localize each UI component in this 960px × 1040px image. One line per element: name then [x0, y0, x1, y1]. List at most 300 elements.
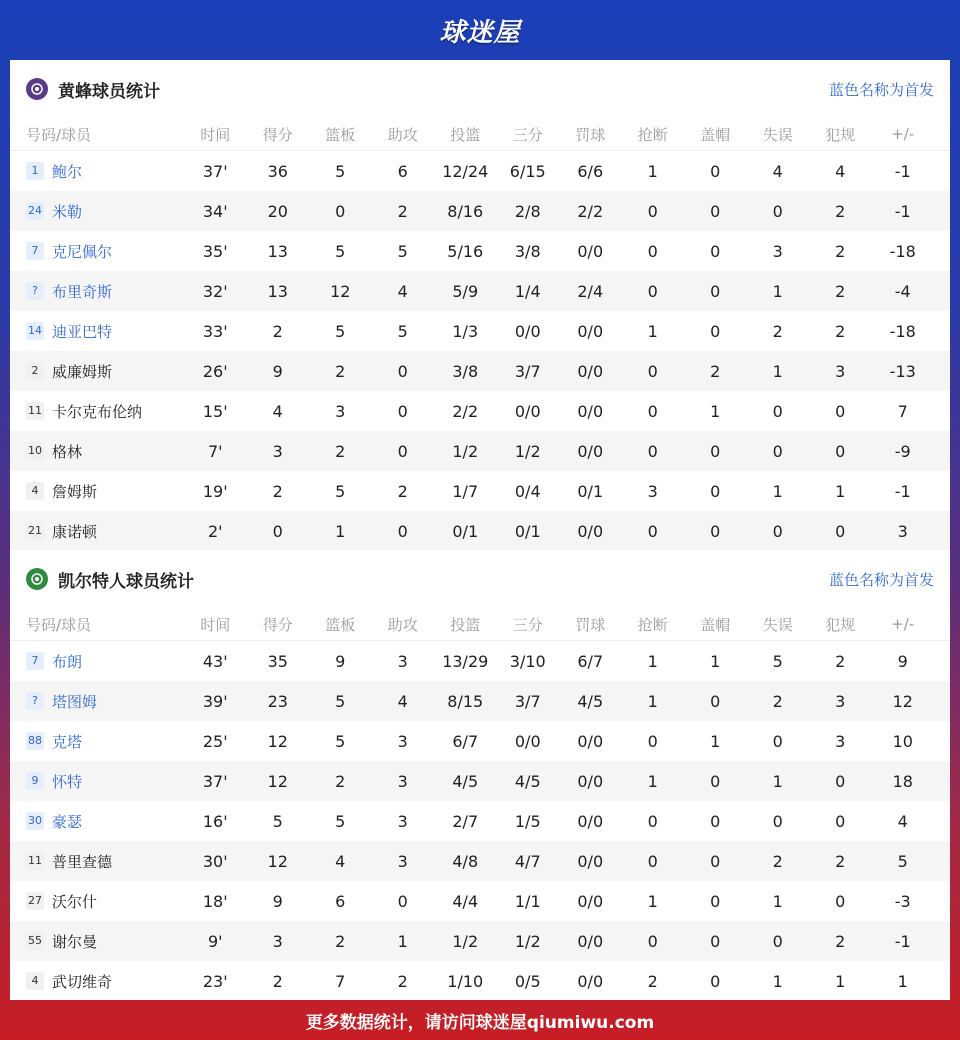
stat-cell: 4 [397, 691, 408, 711]
stat-cell: 2 [835, 201, 846, 221]
column-header: 失误 [762, 615, 793, 634]
jersey-number: 24 [26, 202, 44, 220]
player-row[interactable] [10, 431, 950, 471]
jersey-number: 9 [26, 772, 44, 790]
stat-cell: 2/2 [577, 201, 604, 221]
player-name[interactable]: 武切维奇 [52, 972, 113, 991]
player-row[interactable] [10, 681, 950, 721]
team-header [10, 60, 950, 118]
player-name[interactable]: 布里奇斯 [52, 282, 113, 301]
player-cell [10, 521, 184, 542]
stat-cell: 0 [835, 441, 846, 461]
stat-cell: 5/16 [447, 241, 484, 261]
stat-cell: 9 [272, 361, 283, 381]
stat-cell: 6/7 [577, 651, 604, 671]
team-title: 凯尔特人球员统计 [58, 571, 194, 592]
player-cell [10, 731, 184, 752]
stat-cell: 0 [710, 161, 721, 181]
stat-cell: 0 [710, 891, 721, 911]
stat-cell: 1 [710, 401, 721, 421]
stat-cell: 37' [202, 771, 228, 791]
column-header: 篮板 [325, 615, 356, 634]
stat-cell: 2 [835, 241, 846, 261]
stats-table-header [10, 118, 950, 151]
stat-cell: 0/1 [514, 521, 541, 541]
stat-cell: 26' [202, 361, 228, 381]
stat-cell: 1 [335, 521, 346, 541]
player-cell [10, 281, 184, 302]
stat-cell: 0/0 [514, 731, 541, 751]
jersey-number: 14 [26, 322, 44, 340]
player-name[interactable]: 卡尔克布伦纳 [52, 402, 143, 421]
hornets-stats-panel [10, 60, 950, 550]
column-header: 犯规 [825, 615, 856, 634]
stat-cell: 5 [272, 811, 283, 831]
player-cell [10, 651, 184, 672]
player-name[interactable]: 怀特 [52, 772, 83, 791]
stat-cell: 1 [835, 481, 846, 501]
player-row[interactable] [10, 471, 950, 511]
stat-cell: 0 [772, 521, 783, 541]
stat-cell: 4/5 [514, 771, 541, 791]
player-name[interactable]: 沃尔什 [52, 892, 98, 911]
stat-cell: 6/6 [577, 161, 604, 181]
player-name[interactable]: 普里查德 [52, 852, 113, 871]
stat-cell: 9' [207, 931, 223, 951]
stat-cell: 13 [267, 241, 288, 261]
player-name[interactable]: 康诺顿 [52, 522, 98, 541]
stat-cell: 9 [897, 651, 908, 671]
stat-cell: 3/8 [514, 241, 541, 261]
jersey-number: 27 [26, 892, 44, 910]
stat-cell: 12 [267, 851, 288, 871]
stat-cell: -18 [889, 241, 916, 261]
stat-cell: -1 [894, 931, 911, 951]
stat-cell: 4 [397, 281, 408, 301]
stat-cell: 3/7 [514, 691, 541, 711]
stat-cell: 4/5 [577, 691, 604, 711]
player-name[interactable]: 豪瑟 [52, 812, 83, 831]
stat-cell: 1/2 [514, 931, 541, 951]
player-cell [10, 161, 184, 182]
stat-cell: 3 [772, 241, 783, 261]
jersey-number: 11 [26, 852, 44, 870]
player-row[interactable] [10, 881, 950, 921]
player-row[interactable] [10, 191, 950, 231]
stat-cell: 1 [897, 971, 908, 991]
stat-cell: 1/10 [447, 971, 484, 991]
stat-cell: 4 [772, 161, 783, 181]
player-row[interactable] [10, 311, 950, 351]
stat-cell: 0 [647, 361, 658, 381]
stat-cell: 3 [272, 931, 283, 951]
player-name[interactable]: 格林 [52, 442, 83, 461]
stat-cell: 0 [835, 771, 846, 791]
stat-cell: 2 [772, 691, 783, 711]
stat-cell: 2' [207, 521, 223, 541]
stat-cell: 2 [835, 281, 846, 301]
stat-cell: 0/0 [577, 521, 604, 541]
stat-cell: 12 [330, 281, 351, 301]
stat-cell: 0 [835, 811, 846, 831]
stat-cell: 0/0 [577, 891, 604, 911]
stat-cell: 0 [710, 281, 721, 301]
stat-cell: 33' [202, 321, 228, 341]
stat-cell: 3/8 [452, 361, 479, 381]
stat-cell: 5 [335, 731, 346, 751]
stat-cell: 35' [202, 241, 228, 261]
stat-cell: 0 [835, 891, 846, 911]
celtics-stats-panel [10, 550, 950, 1000]
stat-cell: 0 [647, 851, 658, 871]
column-header: 助攻 [387, 615, 418, 634]
stat-cell: 1 [772, 281, 783, 301]
stat-cell: 0/0 [577, 971, 604, 991]
column-header: 得分 [262, 125, 293, 144]
column-header: 抢断 [637, 615, 668, 634]
player-name[interactable]: 克尼佩尔 [52, 242, 113, 261]
stat-cell: 5 [397, 241, 408, 261]
column-header: 罚球 [575, 615, 606, 634]
stat-cell: 2 [647, 971, 658, 991]
stat-cell: 0 [772, 731, 783, 751]
stat-cell: 4/5 [452, 771, 479, 791]
stat-cell: 3 [397, 811, 408, 831]
stat-cell: 23' [202, 971, 228, 991]
jersey-number: 10 [26, 442, 44, 460]
stat-cell: 5 [772, 651, 783, 671]
stat-cell: 43' [202, 651, 228, 671]
stat-cell: 0/0 [577, 321, 604, 341]
stat-cell: 6/7 [452, 731, 479, 751]
stat-cell: 6 [397, 161, 408, 181]
stat-cell: -13 [889, 361, 916, 381]
stat-cell: 0 [647, 441, 658, 461]
stat-cell: 0 [647, 241, 658, 261]
stat-cell: 0/1 [577, 481, 604, 501]
player-row[interactable] [10, 761, 950, 801]
stat-cell: 0 [397, 401, 408, 421]
stat-cell: 2 [397, 481, 408, 501]
jersey-number: 30 [26, 812, 44, 830]
stat-cell: 5/9 [452, 281, 479, 301]
player-cell [10, 971, 184, 992]
jersey-number: 4 [26, 972, 44, 990]
stat-cell: 18 [892, 771, 913, 791]
stat-cell: 2 [272, 481, 283, 501]
stat-cell: 2/2 [452, 401, 479, 421]
stat-cell: 8/15 [447, 691, 484, 711]
stat-cell: 1 [710, 651, 721, 671]
stat-cell: 1 [772, 771, 783, 791]
stat-cell: 0 [772, 201, 783, 221]
stat-cell: 7 [335, 971, 346, 991]
stat-cell: 3/10 [509, 651, 546, 671]
footer-text: 更多数据统计，请访问球迷屋qiumiwu.com [305, 1012, 655, 1033]
player-cell [10, 851, 184, 872]
stat-cell: 0 [710, 321, 721, 341]
stat-cell: 2 [335, 931, 346, 951]
stat-cell: 15' [202, 401, 228, 421]
player-row[interactable] [10, 391, 950, 431]
jersey-number: 55 [26, 932, 44, 950]
stat-cell: 0 [397, 441, 408, 461]
stat-cell: 1 [647, 161, 658, 181]
stat-cell: 5 [335, 321, 346, 341]
player-row[interactable] [10, 801, 950, 841]
stat-cell: 5 [335, 161, 346, 181]
column-header: +/- [891, 125, 915, 143]
stat-cell: 1 [397, 931, 408, 951]
stat-cell: 3 [397, 851, 408, 871]
stat-cell: 3 [835, 361, 846, 381]
column-header: 时间 [200, 615, 231, 634]
stat-cell: 0 [647, 401, 658, 421]
jersey-number: 4 [26, 482, 44, 500]
jersey-number: 7 [26, 242, 44, 260]
stat-cell: 4/4 [452, 891, 479, 911]
stat-cell: 0 [647, 521, 658, 541]
stat-cell: 0 [647, 931, 658, 951]
column-header: 失误 [762, 125, 793, 144]
celtics-logo-icon [26, 568, 48, 590]
stat-cell: 8/16 [447, 201, 484, 221]
stat-cell: 12 [892, 691, 913, 711]
stat-cell: 13 [267, 281, 288, 301]
stat-cell: 0/0 [577, 731, 604, 751]
stat-cell: 0 [710, 691, 721, 711]
column-header: 号码/球员 [26, 615, 92, 634]
jersey-number: 7 [26, 652, 44, 670]
jersey-number: 88 [26, 732, 44, 750]
stat-cell: 1/3 [452, 321, 479, 341]
starter-legend: 蓝色名称为首发 [828, 80, 934, 99]
player-row[interactable] [10, 271, 950, 311]
stat-cell: 1 [772, 971, 783, 991]
player-row[interactable] [10, 351, 950, 391]
site-footer [0, 1000, 960, 1040]
stat-cell: 0 [647, 201, 658, 221]
column-header: 投篮 [450, 615, 481, 634]
player-row[interactable] [10, 961, 950, 1001]
stat-cell: 0 [647, 281, 658, 301]
team-title-group [26, 567, 194, 592]
player-row[interactable] [10, 921, 950, 961]
stat-cell: -18 [889, 321, 916, 341]
site-header [0, 0, 960, 60]
stat-cell: 0 [397, 361, 408, 381]
player-row[interactable] [10, 641, 950, 681]
stat-cell: 0 [710, 851, 721, 871]
stat-cell: 0 [710, 241, 721, 261]
stat-cell: 0 [835, 401, 846, 421]
player-cell [10, 931, 184, 952]
stat-cell: 35 [267, 651, 288, 671]
stat-cell: 0 [835, 521, 846, 541]
stat-cell: 23 [267, 691, 288, 711]
stat-cell: 0/1 [452, 521, 479, 541]
stat-cell: 16' [202, 811, 228, 831]
player-cell [10, 441, 184, 462]
column-header: 三分 [512, 125, 543, 144]
player-name[interactable]: 鲍尔 [52, 162, 83, 181]
stat-cell: 4/7 [514, 851, 541, 871]
stat-cell: 0 [647, 811, 658, 831]
stat-cell: 5 [335, 481, 346, 501]
stat-cell: 12 [267, 731, 288, 751]
stat-cell: 20 [267, 201, 288, 221]
stat-cell: 2/4 [577, 281, 604, 301]
player-name[interactable]: 塔图姆 [52, 692, 98, 711]
stat-cell: 0/0 [514, 321, 541, 341]
player-cell [10, 401, 184, 422]
stat-cell: 9 [272, 891, 283, 911]
stat-cell: 3 [835, 691, 846, 711]
stat-cell: 34' [202, 201, 228, 221]
player-cell [10, 811, 184, 832]
player-row[interactable] [10, 721, 950, 761]
player-cell [10, 361, 184, 382]
stat-cell: 4 [835, 161, 846, 181]
stat-cell: 18' [202, 891, 228, 911]
stat-cell: -4 [894, 281, 911, 301]
stat-cell: 1/5 [514, 811, 541, 831]
stat-cell: 2 [835, 321, 846, 341]
stat-cell: 0 [710, 771, 721, 791]
stat-cell: -1 [894, 161, 911, 181]
stat-cell: 2 [397, 201, 408, 221]
stat-cell: 0 [710, 201, 721, 221]
stat-cell: 2 [835, 931, 846, 951]
player-cell [10, 771, 184, 792]
stat-cell: 3 [397, 771, 408, 791]
player-name[interactable]: 迪亚巴特 [52, 322, 113, 341]
stat-cell: 13/29 [442, 651, 489, 671]
stat-cell: 2 [335, 361, 346, 381]
stat-cell: 0 [647, 731, 658, 751]
stat-cell: 0/4 [514, 481, 541, 501]
player-cell [10, 481, 184, 502]
stat-cell: 1 [835, 971, 846, 991]
player-row[interactable] [10, 841, 950, 881]
player-row[interactable] [10, 151, 950, 191]
column-header: 助攻 [387, 125, 418, 144]
player-cell [10, 321, 184, 342]
stat-cell: 25' [202, 731, 228, 751]
stat-cell: 12/24 [442, 161, 489, 181]
stat-cell: 3 [897, 521, 908, 541]
stat-cell: 1/4 [514, 281, 541, 301]
stat-cell: 36 [267, 161, 288, 181]
stat-cell: 2 [835, 851, 846, 871]
column-header: 投篮 [450, 125, 481, 144]
stat-cell: 4/8 [452, 851, 479, 871]
stat-cell: 0/0 [577, 771, 604, 791]
stat-cell: 2 [397, 971, 408, 991]
stat-cell: 1/7 [452, 481, 479, 501]
stat-cell: 0/0 [577, 441, 604, 461]
stats-table-header [10, 608, 950, 641]
player-row[interactable] [10, 231, 950, 271]
stat-cell: 2/8 [514, 201, 541, 221]
stat-cell: 7 [897, 401, 908, 421]
stat-cell: 0 [710, 971, 721, 991]
stat-cell: -3 [894, 891, 911, 911]
jersey-number: 1 [26, 162, 44, 180]
stat-cell: -1 [894, 201, 911, 221]
column-header: 抢断 [637, 125, 668, 144]
stat-cell: 1/2 [452, 441, 479, 461]
stat-cell: 2 [835, 651, 846, 671]
column-header: 得分 [262, 615, 293, 634]
stat-cell: 19' [202, 481, 228, 501]
column-header: 犯规 [825, 125, 856, 144]
stat-cell: 1/1 [514, 891, 541, 911]
jersey-number: 11 [26, 402, 44, 420]
stat-cell: 4 [335, 851, 346, 871]
stat-cell: 0/0 [577, 241, 604, 261]
stat-cell: 1 [772, 361, 783, 381]
stat-cell: 7' [207, 441, 223, 461]
stat-cell: 0/0 [577, 401, 604, 421]
player-name[interactable]: 谢尔曼 [52, 932, 98, 951]
stat-cell: 3 [397, 731, 408, 751]
stat-cell: 0 [710, 481, 721, 501]
player-name[interactable]: 布朗 [52, 652, 83, 671]
player-name[interactable]: 米勒 [52, 202, 83, 221]
stat-cell: 1 [772, 891, 783, 911]
player-cell [10, 691, 184, 712]
stat-cell: 2 [272, 971, 283, 991]
stat-cell: 1/2 [514, 441, 541, 461]
stat-cell: 3 [335, 401, 346, 421]
stat-cell: 0 [772, 931, 783, 951]
stat-cell: 5 [335, 241, 346, 261]
stat-cell: 1/2 [452, 931, 479, 951]
stat-cell: 0 [772, 401, 783, 421]
jersey-number: 2 [26, 362, 44, 380]
stat-cell: 0 [772, 441, 783, 461]
player-name[interactable]: 克塔 [52, 732, 83, 751]
stat-cell: 6 [335, 891, 346, 911]
site-logo: 球迷屋 [439, 17, 521, 48]
stat-cell: 1 [647, 771, 658, 791]
stat-cell: 2 [272, 321, 283, 341]
stat-cell: 1 [647, 321, 658, 341]
stat-cell: 4 [272, 401, 283, 421]
stat-cell: 1 [647, 891, 658, 911]
jersey-number: ? [26, 692, 44, 710]
stat-cell: 1 [710, 731, 721, 751]
stat-cell: 1 [647, 691, 658, 711]
player-name[interactable]: 威廉姆斯 [52, 362, 113, 381]
stat-cell: 39' [202, 691, 228, 711]
stat-cell: 2 [335, 441, 346, 461]
player-name[interactable]: 詹姆斯 [52, 482, 98, 501]
player-cell [10, 201, 184, 222]
hornets-logo-icon [26, 78, 48, 100]
stat-cell: 2 [710, 361, 721, 381]
stat-cell: 0/0 [577, 811, 604, 831]
column-header: 盖帽 [700, 125, 731, 144]
stat-cell: 0 [272, 521, 283, 541]
stat-cell: 6/15 [509, 161, 546, 181]
player-cell [10, 241, 184, 262]
player-row[interactable] [10, 511, 950, 551]
stat-cell: 37' [202, 161, 228, 181]
stat-cell: 5 [335, 691, 346, 711]
column-header: 盖帽 [700, 615, 731, 634]
